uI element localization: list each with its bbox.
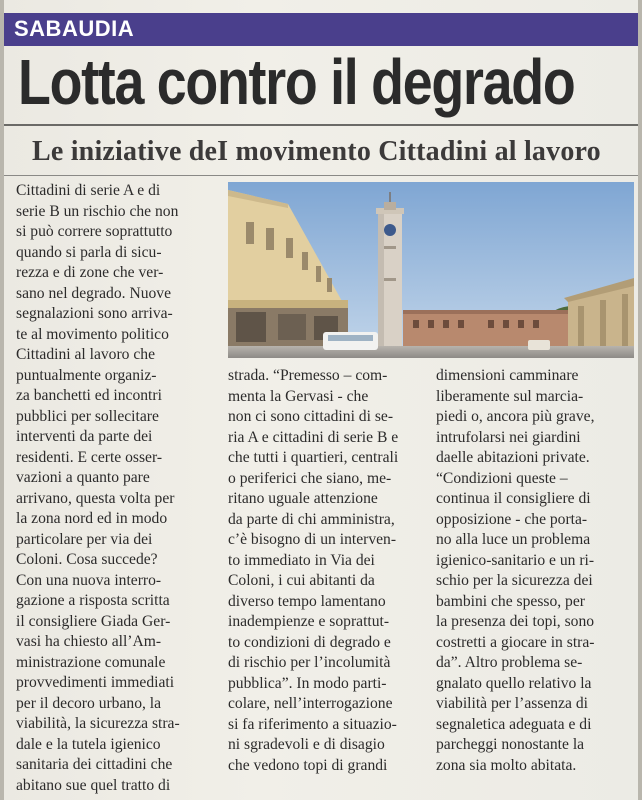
article-column-3: dimensioni camminare liberamente sul marcia- piedi o, ancora più grave, intrufolarsi nei giardini daelle abitazioni private. “Condizioni queste – continua il consigliere di opposizione - che porta- no alla luce un problema igienico-sanitario e un ri- schio per la sicurezza dei bambini che spesso, per la presenza dei topi, sono costretti a giocare in stra- da”. Altro problema se- gnalato quello relativo la viabilità per l’assenza di segnaletica adeguata e di parcheggi nonostante la zona sia molto abitata.: [436, 367, 595, 774]
town-square-photo: [228, 182, 634, 358]
clock-tower: [376, 192, 404, 348]
article-column-2: strada. “Premesso – com- menta la Gervasi - che non ci sono cittadini di se- ria A e cittadini di serie B e che tutti i quartieri, centrali o periferici che siano, me- ritano uguale attenzione da parte di chi amministra, c’è bisogno di un interven- to immediato in Via dei Coloni, i cui abitanti da diverso tempo lamentano inadempienze e soprattut- to condizioni di degrado e di rischio per l’incolumità pubblica”. In modo parti- colare, nell’interrogazione si fa riferimento a situazio- ni sgradevoli e di disagio che vedono topi di grandi: [228, 367, 399, 774]
section-label: SABAUDIA: [14, 16, 135, 41]
headline-divider: [4, 124, 638, 126]
article-headline: Lotta contro il degrado: [18, 46, 575, 118]
subheadline-divider: [4, 175, 638, 176]
article-subheadline: Le iniziative deI movimento Cittadini al lavoro: [32, 136, 601, 167]
section-header-bar: [4, 13, 638, 46]
newspaper-page: [4, 0, 638, 800]
article-column-1: Cittadini di serie A e di serie B un rischio che non si può correre soprattutto quando si parla di sicu- rezza e di zone che ver- sano nel degrado. Nuove segnalazioni sono arriva- te al movimento politico Cittadini al lavoro che puntualmente organiz- za banchetti ed incontri pubblici per sollecitare interventi da parte dei residenti. E certe osser- vazioni a quanto pare arrivano, questa volta per la zona nord ed in modo particolare per via dei Coloni. Cosa succede? Con una nuova interro- gazione a risposta scritta il consigliere Giada Ger- vasi ha chiesto all’Am- ministrazione comunale provvedimenti immediati per il decoro urbano, la viabilità, la sicurezza stra- dale e la tutela igienico sanitaria dei cittadini che abitano sue quel tratto di: [16, 182, 180, 794]
